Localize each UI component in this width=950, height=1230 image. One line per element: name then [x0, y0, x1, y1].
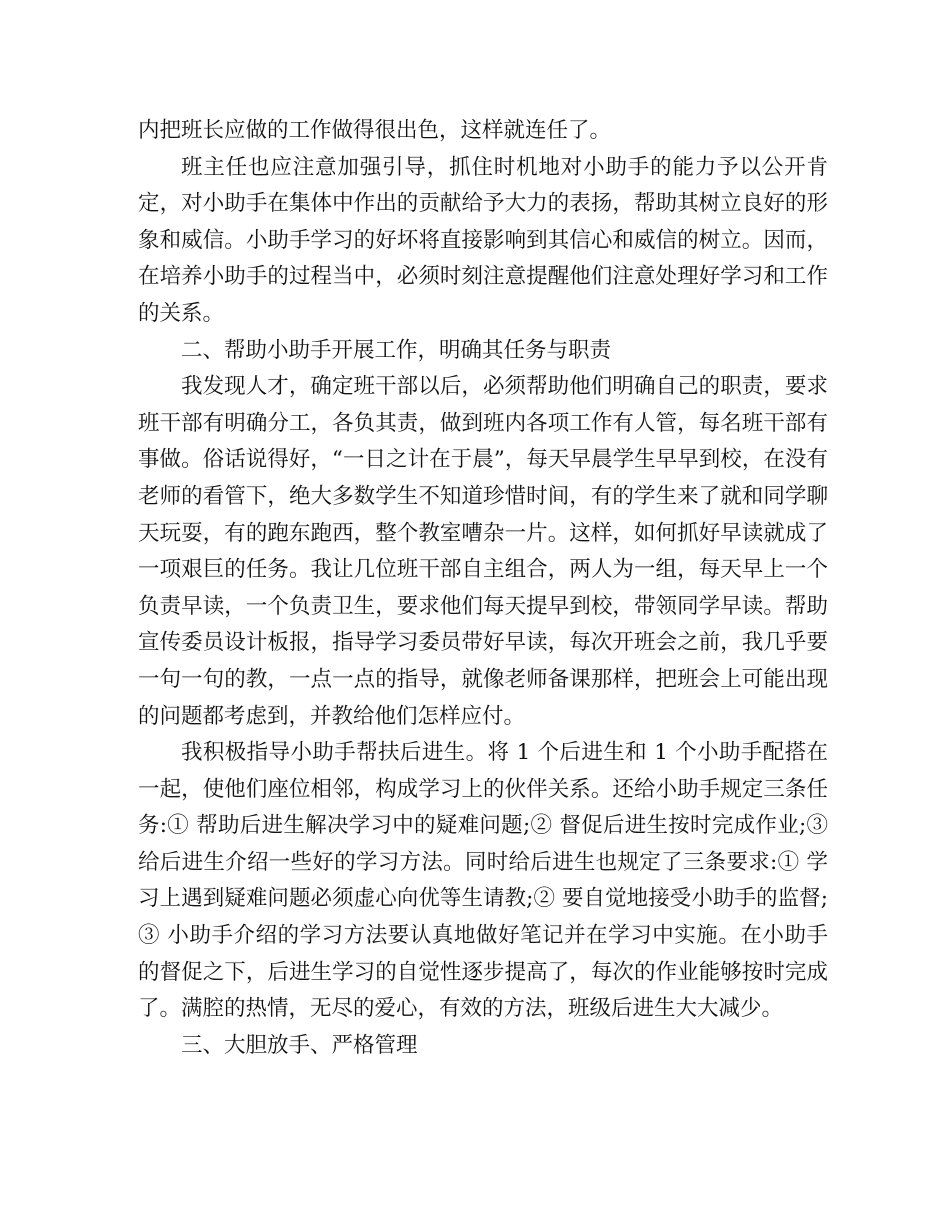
paragraph-continuation: 内把班长应做的工作做得很出色，这样就连任了。	[138, 118, 612, 143]
paragraph-peer-help: 我积极指导小助手帮扶后进生。将 1 个后进生和 1 个小助手配搭在一起，使他们座位相邻，构成学习上的伙伴关系。还给小助手规定三条任务:① 帮助后进生解决学习中的疑难问题;② 督促后进生按时完成作业;③ 给后进生介绍一些好的学习方法。同时给后进生也规定了三条要求:① 学习上遇到疑难问题必须虚心向优等生请教;② 要自觉地接受小助手的监督;③ 小助手介绍的学习方法要认真地做好笔记并在学习中实施。在小助手的督促之下，后进生学习的自觉性逐步提高了，每次的作业能够按时完成了。满腔的热情，无尽的爱心，有效的方法，班级后进生大大减少。	[138, 740, 828, 1022]
section-heading-2: 二、帮助小助手开展工作，明确其任务与职责	[181, 337, 612, 363]
section-heading-3: 三、大胆放手、严格管理	[181, 1032, 418, 1058]
paragraph-duties: 我发现人才，确定班干部以后，必须帮助他们明确自己的职责，要求班干部有明确分工，各负其责，做到班内各项工作有人管，每名班干部有事做。俗话说得好，“一日之计在于晨”，每天早晨学生早早到校，在没有老师的看管下，绝大多数学生不知道珍惜时间，有的学生来了就和同学聊天玩耍，有的跑东跑西，整个教室嘈杂一片。这样，如何抓好早读就成了一项艰巨的任务。我让几位班干部自主组合，两人为一组，每天早上一个负责早读，一个负责卫生，要求他们每天提早到校，带领同学早读。帮助宣传委员设计板报，指导学习委员带好早读，每次开班会之前，我几乎要一句一句的教，一点一点的指导，就像老师备课那样，把班会上可能出现的问题都考虑到，并教给他们怎样应付。	[138, 374, 828, 729]
document-body	[138, 113, 828, 1064]
paragraph-guidance: 班主任也应注意加强引导，抓住时机地对小助手的能力予以公开肯定，对小助手在集体中作出的贡献给予大力的表扬，帮助其树立良好的形象和威信。小助手学习的好坏将直接影响到其信心和威信的树立。因而，在培养小助手的过程当中，必须时刻注意提醒他们注意处理好学习和工作的关系。	[138, 154, 828, 326]
